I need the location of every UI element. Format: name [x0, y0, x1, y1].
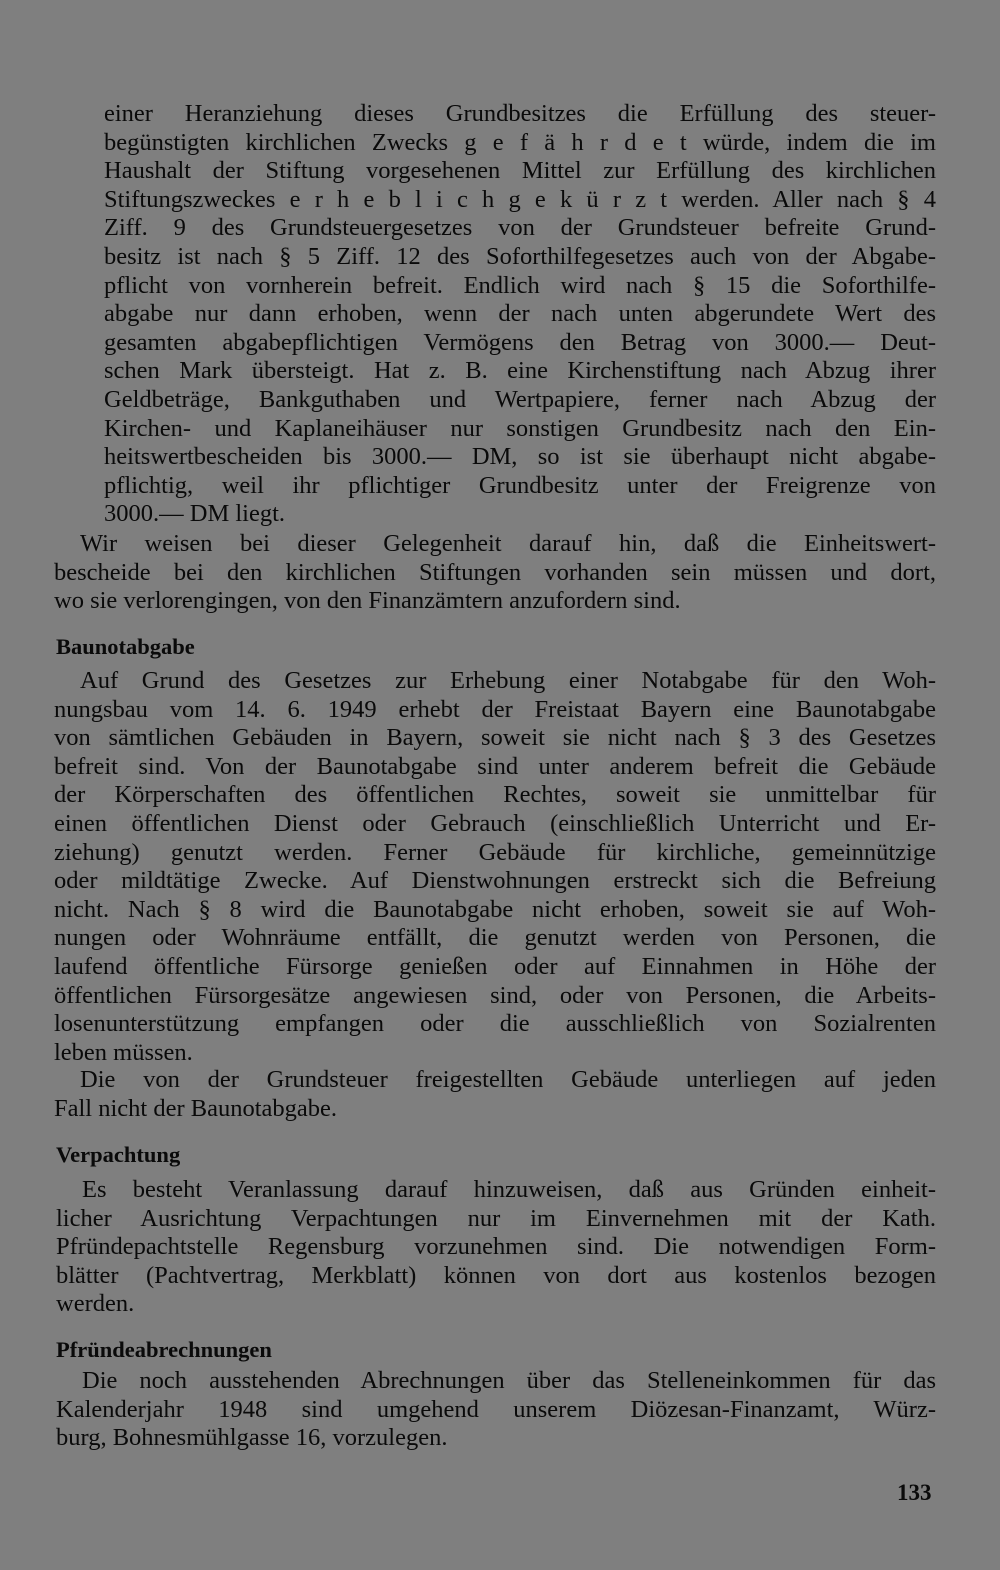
- text-line: nungsbau vom 14. 6. 1949 erhebt der Freistaat Bayern eine Baunotabgabe: [54, 695, 936, 723]
- heading-verpachtung: Verpachtung: [56, 1142, 181, 1167]
- text-line: heitswertbescheiden bis 3000.— DM, so ist sie überhaupt nicht abgabe-: [104, 443, 936, 471]
- text-line: Kalenderjahr 1948 sind umgehend unserem Diözesan-Finanzamt, Würz-: [56, 1395, 936, 1423]
- text-line: einen öffentlichen Dienst oder Gebrauch (einschließlich Unterricht und Er-: [54, 809, 936, 837]
- text-line: 3000.— DM liegt.: [104, 500, 286, 528]
- text-line: Ziff. 9 des Grundsteuergesetzes von der Grundsteuer befreite Grund-: [104, 214, 936, 242]
- text-line: burg, Bohnesmühlgasse 16, vorzulegen.: [56, 1424, 448, 1452]
- text-line: licher Ausrichtung Verpachtungen nur im Einvernehmen mit der Kath.: [56, 1204, 936, 1232]
- text-line: von sämtlichen Gebäuden in Bayern, soweit sie nicht nach § 3 des Gesetzes: [54, 724, 936, 752]
- text-line: Auf Grund des Gesetzes zur Erhebung einer Notabgabe für den Woh-: [80, 667, 936, 694]
- paragraph-pfruendeabrechnungen: [56, 1367, 936, 1453]
- text-line: Haushalt der Stiftung vorgesehenen Mittel zur Erfüllung des kirchlichen: [104, 157, 936, 185]
- text-line: Die noch ausstehenden Abrechnungen über das Stelleneinkommen für das: [82, 1367, 936, 1394]
- text-line: einer Heranziehung dieses Grundbesitzes die Erfüllung des steuer-: [104, 100, 936, 127]
- text-line: nicht. Nach § 8 wird die Baunotabgabe nicht erhoben, soweit sie auf Woh-: [54, 895, 936, 923]
- text-line: ziehung) genutzt werden. Ferner Gebäude für kirchliche, gemeinnützige: [54, 838, 936, 866]
- text-line: begünstigten kirchlichen Zwecks g e f ä h r d e t würde, indem die im: [104, 128, 936, 156]
- paragraph-grundsteuer-freigestellt: [54, 1066, 936, 1123]
- text-line: blätter (Pachtvertrag, Merkblatt) können von dort aus kostenlos bezogen: [56, 1261, 936, 1289]
- text-line: besitz ist nach § 5 Ziff. 12 des Soforthilfegesetzes auch von der Abgabe-: [104, 242, 936, 270]
- paragraph-soforthilfe: [104, 100, 936, 529]
- text-line: Fall nicht der Baunotabgabe.: [54, 1094, 338, 1122]
- text-line: pflichtig, weil ihr pflichtiger Grundbesitz unter der Freigrenze von: [104, 471, 936, 499]
- text-line: bescheide bei den kirchlichen Stiftungen vorhanden sein müssen und dort,: [54, 558, 936, 586]
- text-line: Wir weisen bei dieser Gelegenheit darauf hin, daß die Einheitswert-: [80, 530, 936, 557]
- paragraph-baunotabgabe: [54, 667, 936, 1067]
- paragraph-einheitswertbescheide: [54, 530, 936, 616]
- text-line: Geldbeträge, Bankguthaben und Wertpapiere, ferner nach Abzug der: [104, 385, 936, 413]
- text-line: der Körperschaften des öffentlichen Rechtes, soweit sie unmittelbar für: [54, 781, 936, 809]
- text-line: leben müssen.: [54, 1038, 193, 1066]
- text-line: öffentlichen Fürsorgesätze angewiesen sind, oder von Personen, die Arbeits-: [54, 981, 936, 1009]
- text-line: laufend öffentliche Fürsorge genießen oder auf Einnahmen in Höhe der: [54, 952, 936, 980]
- heading-pfruendeabrechnungen: Pfründeabrechnungen: [56, 1337, 272, 1362]
- text-line: losenunterstützung empfangen oder die ausschließlich von Sozialrenten: [54, 1010, 936, 1038]
- text-line: Die von der Grundsteuer freigestellten Gebäude unterliegen auf jeden: [80, 1066, 936, 1093]
- page-number: 133: [897, 1480, 932, 1505]
- text-line: nungen oder Wohnräume entfällt, die genutzt werden von Personen, die: [54, 924, 936, 952]
- text-line: werden.: [56, 1290, 135, 1318]
- text-line: gesamten abgabepflichtigen Vermögens den Betrag von 3000.— Deut-: [104, 328, 936, 356]
- text-line: Es besteht Veranlassung darauf hinzuweisen, daß aus Gründen einheit-: [82, 1176, 936, 1203]
- text-line: schen Mark übersteigt. Hat z. B. eine Kirchenstiftung nach Abzug ihrer: [104, 357, 936, 385]
- text-line: abgabe nur dann erhoben, wenn der nach unten abgerundete Wert des: [104, 300, 936, 328]
- text-line: befreit sind. Von der Baunotabgabe sind unter anderem befreit die Gebäude: [54, 752, 936, 780]
- paragraph-verpachtung: [56, 1176, 936, 1319]
- text-line: wo sie verlorengingen, von den Finanzämtern anzufordern sind.: [54, 587, 681, 615]
- text-line: Kirchen- und Kaplaneihäuser nur sonstigen Grundbesitz nach den Ein-: [104, 414, 936, 442]
- text-line: oder mildtätige Zwecke. Auf Dienstwohnungen erstreckt sich die Befreiung: [54, 867, 936, 895]
- text-line: Pfründepachtstelle Regensburg vorzunehmen sind. Die notwendigen Form-: [56, 1233, 936, 1261]
- text-line: Stiftungszweckes e r h e b l i c h g e k ü r z t werden. Aller nach § 4: [104, 185, 936, 213]
- heading-baunotabgabe: Baunotabgabe: [56, 634, 195, 659]
- text-line: pflicht von vornherein befreit. Endlich wird nach § 15 die Soforthilfe-: [104, 271, 936, 299]
